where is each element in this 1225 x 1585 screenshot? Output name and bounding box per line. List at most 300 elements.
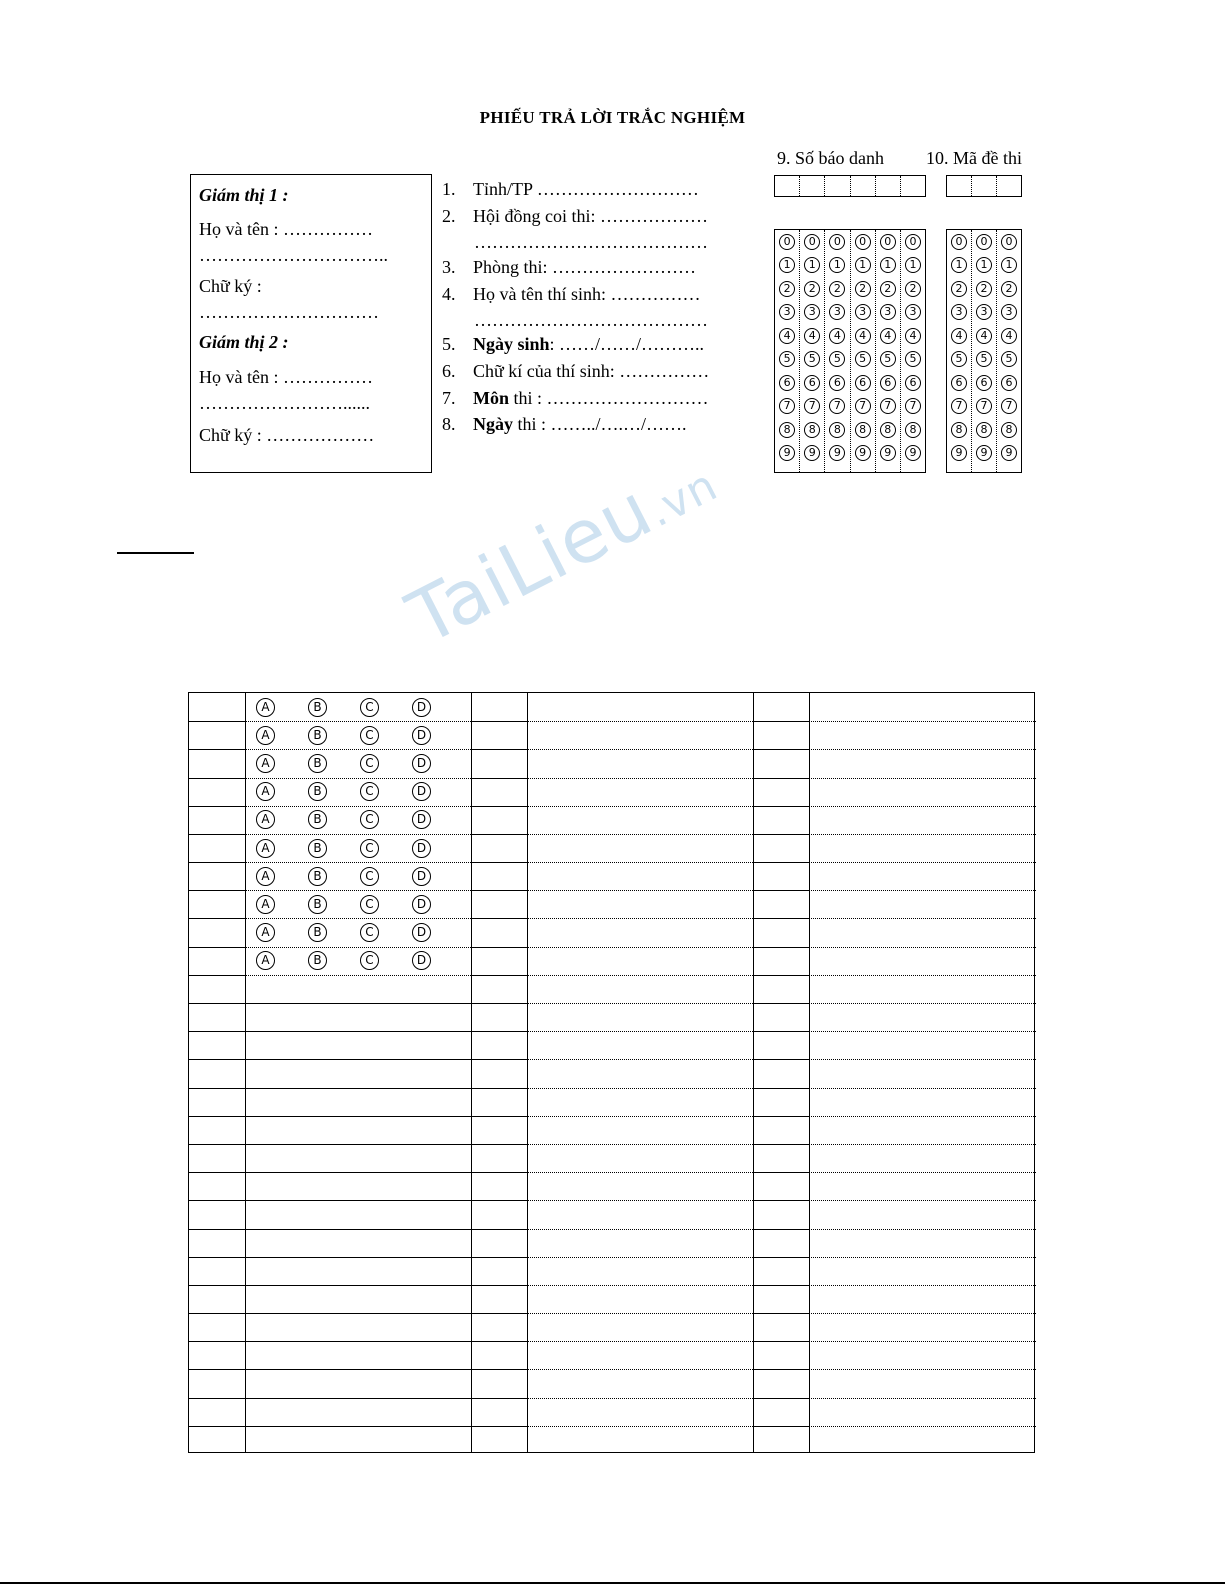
answer-bubble-d[interactable]: D [412, 923, 431, 942]
table-row-line [245, 1341, 471, 1342]
info-num: 8. [442, 414, 456, 434]
supervisor-2-sign: Chữ ký : ……………… [199, 425, 375, 445]
table-row-line [471, 1285, 527, 1286]
answer-bubble-c[interactable]: C [360, 951, 379, 970]
digit-column [825, 230, 850, 472]
table-row-line [527, 1257, 753, 1258]
supervisor-1-sign: Chữ ký : [199, 276, 262, 296]
table-row-line [809, 1285, 1036, 1286]
answer-bubble-b[interactable]: B [308, 698, 327, 717]
table-row-line [245, 1313, 471, 1314]
digit-cell [800, 442, 824, 466]
digit-bubble[interactable]: 4 [951, 328, 967, 344]
digit-bubble[interactable]: 7 [779, 398, 795, 414]
digit-cell [997, 442, 1021, 466]
digit-bubble[interactable]: 1 [804, 257, 820, 273]
digit-cell [947, 371, 971, 395]
digit-bubble[interactable]: 0 [1001, 234, 1017, 250]
digit-cell [876, 442, 900, 466]
digit-cell [851, 348, 875, 372]
digit-bubble[interactable]: 5 [976, 351, 992, 367]
digit-bubble[interactable]: 6 [1001, 375, 1017, 391]
answer-bubble-a[interactable]: A [256, 698, 275, 717]
entry-cell[interactable] [851, 176, 876, 196]
digit-bubble[interactable]: 4 [905, 328, 921, 344]
digit-cell [972, 371, 996, 395]
table-row-line [809, 890, 1036, 891]
table-row-line [527, 975, 753, 976]
digit-bubble[interactable]: 2 [880, 281, 896, 297]
table-row-line [245, 721, 471, 722]
digit-bubble[interactable]: 6 [905, 375, 921, 391]
table-row-line [809, 1341, 1036, 1342]
digit-bubble[interactable]: 3 [855, 304, 871, 320]
digit-cell [851, 442, 875, 466]
table-row-line [245, 778, 471, 779]
table-row-line [753, 947, 809, 948]
answer-bubble-b[interactable]: B [308, 782, 327, 801]
answer-bubble-d[interactable]: D [412, 867, 431, 886]
digit-bubble[interactable]: 3 [804, 304, 820, 320]
digit-bubble[interactable]: 3 [951, 304, 967, 320]
digit-bubble[interactable]: 4 [976, 328, 992, 344]
digit-bubble[interactable]: 2 [855, 281, 871, 297]
digit-cell [851, 301, 875, 325]
answer-bubble-c[interactable]: C [360, 698, 379, 717]
entry-cell[interactable] [901, 176, 925, 196]
entry-cell[interactable] [947, 176, 972, 196]
entry-cell[interactable] [800, 176, 825, 196]
digit-bubble[interactable]: 7 [951, 398, 967, 414]
info-num: 3. [442, 257, 456, 277]
entry-cell[interactable] [997, 176, 1021, 196]
digit-bubble[interactable]: 4 [855, 328, 871, 344]
answer-bubble-a[interactable]: A [256, 726, 275, 745]
answer-bubble-c[interactable]: C [360, 782, 379, 801]
answer-bubble-d[interactable]: D [412, 839, 431, 858]
digit-cell [876, 371, 900, 395]
table-row-line [189, 721, 245, 722]
supervisor-1-heading: Giám thị 1 : [199, 185, 289, 205]
info-text: : ……/……/……….. [549, 334, 705, 354]
digit-cell [876, 230, 900, 254]
answer-bubble-a[interactable]: A [256, 754, 275, 773]
answer-bubble-d[interactable]: D [412, 895, 431, 914]
info-room [442, 257, 696, 278]
table-row-line [753, 862, 809, 863]
digit-bubble[interactable]: 1 [1001, 257, 1017, 273]
digit-bubble[interactable]: 7 [855, 398, 871, 414]
info-candidate-name-cont: ………………………………… [474, 310, 708, 330]
digit-bubble[interactable]: 5 [779, 351, 795, 367]
digit-cell [800, 395, 824, 419]
table-row-line [527, 1369, 753, 1370]
table-row-line [527, 1398, 753, 1399]
table-row-line [753, 1088, 809, 1089]
info-text: Chữ kí của thí sinh: …………… [473, 361, 710, 381]
table-row-line [471, 1200, 527, 1201]
table-row-line [527, 1059, 753, 1060]
digit-column [947, 230, 972, 472]
digit-bubble[interactable]: 7 [829, 398, 845, 414]
table-row-line [527, 862, 753, 863]
digit-cell [876, 395, 900, 419]
digit-cell [997, 324, 1021, 348]
sbd-entry-boxes[interactable] [774, 175, 926, 197]
table-row-line [471, 834, 527, 835]
digit-bubble[interactable]: 9 [829, 445, 845, 461]
entry-cell[interactable] [825, 176, 850, 196]
digit-bubble[interactable]: 6 [804, 375, 820, 391]
digit-cell [825, 277, 849, 301]
digit-bubble[interactable]: 3 [880, 304, 896, 320]
digit-cell [947, 230, 971, 254]
answer-bubble-d[interactable]: D [412, 951, 431, 970]
table-row-line [189, 806, 245, 807]
digit-cell [997, 371, 1021, 395]
table-row-line [245, 862, 471, 863]
digit-bubble[interactable]: 8 [804, 422, 820, 438]
digit-cell [876, 324, 900, 348]
digit-cell [775, 277, 799, 301]
answer-bubble-a[interactable]: A [256, 895, 275, 914]
answer-bubble-c[interactable]: C [360, 726, 379, 745]
digit-bubble[interactable]: 3 [829, 304, 845, 320]
digit-bubble[interactable]: 1 [855, 257, 871, 273]
info-candidate-sign [442, 361, 709, 382]
table-row-line [527, 1313, 753, 1314]
digit-cell [775, 230, 799, 254]
digit-bubble[interactable]: 7 [976, 398, 992, 414]
digit-bubble[interactable]: 3 [976, 304, 992, 320]
digit-cell [997, 418, 1021, 442]
digit-bubble[interactable]: 2 [1001, 281, 1017, 297]
digit-cell [775, 418, 799, 442]
info-num: 6. [442, 361, 456, 381]
digit-bubble[interactable]: 0 [880, 234, 896, 250]
answer-bubble-a[interactable]: A [256, 810, 275, 829]
table-row-line [189, 1172, 245, 1173]
answer-bubble-b[interactable]: B [308, 754, 327, 773]
table-row-line [753, 1257, 809, 1258]
table-row-line [245, 1285, 471, 1286]
table-row-line [471, 1003, 527, 1004]
digit-cell [972, 442, 996, 466]
supervisor-2-name: Họ và tên : …………… [199, 367, 373, 387]
digit-bubble[interactable]: 6 [829, 375, 845, 391]
digit-bubble[interactable]: 4 [1001, 328, 1017, 344]
digit-bubble[interactable]: 1 [976, 257, 992, 273]
digit-bubble[interactable]: 3 [905, 304, 921, 320]
table-row-line [527, 749, 753, 750]
digit-bubble[interactable]: 9 [880, 445, 896, 461]
sbd-bubble-grid[interactable] [774, 229, 926, 473]
table-row-line [527, 834, 753, 835]
digit-bubble[interactable]: 5 [855, 351, 871, 367]
answer-bubble-a[interactable]: A [256, 951, 275, 970]
table-row-line [753, 975, 809, 976]
digit-bubble[interactable]: 0 [951, 234, 967, 250]
table-row-line [245, 1088, 471, 1089]
table-row-line [189, 1088, 245, 1089]
digit-column [876, 230, 901, 472]
digit-bubble[interactable]: 7 [905, 398, 921, 414]
digit-cell [947, 442, 971, 466]
table-row-line [471, 1341, 527, 1342]
table-row-line [189, 1116, 245, 1117]
digit-cell [825, 418, 849, 442]
digit-bubble[interactable]: 4 [829, 328, 845, 344]
digit-bubble[interactable]: 5 [951, 351, 967, 367]
digit-bubble[interactable]: 8 [951, 422, 967, 438]
answer-bubble-b[interactable]: B [308, 867, 327, 886]
digit-cell [851, 371, 875, 395]
answer-bubble-b[interactable]: B [308, 810, 327, 829]
digit-cell [972, 301, 996, 325]
digit-cell [825, 371, 849, 395]
digit-bubble[interactable]: 2 [804, 281, 820, 297]
answer-bubble-c[interactable]: C [360, 839, 379, 858]
digit-cell [876, 254, 900, 278]
table-row-line [471, 1426, 527, 1427]
digit-bubble[interactable]: 0 [829, 234, 845, 250]
digit-bubble[interactable]: 9 [905, 445, 921, 461]
info-province [442, 179, 699, 200]
digit-bubble[interactable]: 2 [951, 281, 967, 297]
table-row-line [809, 834, 1036, 835]
digit-bubble[interactable]: 5 [880, 351, 896, 367]
digit-cell [851, 324, 875, 348]
table-row-line [753, 1116, 809, 1117]
digit-bubble[interactable]: 7 [1001, 398, 1017, 414]
digit-cell [800, 324, 824, 348]
table-row-line [753, 834, 809, 835]
table-row-line [809, 1426, 1036, 1427]
digit-bubble[interactable]: 9 [779, 445, 795, 461]
digit-bubble[interactable]: 6 [855, 375, 871, 391]
table-row-line [189, 947, 245, 948]
digit-bubble[interactable]: 6 [951, 375, 967, 391]
info-text: Tỉnh/TP ……………………… [473, 179, 699, 199]
table-row-line [471, 1031, 527, 1032]
answer-bubble-b[interactable]: B [308, 895, 327, 914]
table-row-line [753, 721, 809, 722]
table-row-line [471, 918, 527, 919]
digit-cell [901, 442, 925, 466]
digit-bubble[interactable]: 0 [905, 234, 921, 250]
info-num: 1. [442, 179, 456, 199]
made-entry-boxes[interactable] [946, 175, 1022, 197]
answer-bubble-c[interactable]: C [360, 895, 379, 914]
table-row-line [527, 721, 753, 722]
digit-column [851, 230, 876, 472]
digit-bubble[interactable]: 6 [880, 375, 896, 391]
table-row-line [753, 918, 809, 919]
digit-bubble[interactable]: 4 [804, 328, 820, 344]
table-row-line [189, 890, 245, 891]
digit-bubble[interactable]: 2 [779, 281, 795, 297]
digit-cell [972, 254, 996, 278]
digit-bubble[interactable]: 8 [1001, 422, 1017, 438]
digit-bubble[interactable]: 0 [804, 234, 820, 250]
digit-bubble[interactable]: 8 [829, 422, 845, 438]
info-label: Ngày sinh [473, 334, 550, 354]
digit-bubble[interactable]: 4 [779, 328, 795, 344]
digit-bubble[interactable]: 9 [976, 445, 992, 461]
answer-bubble-c[interactable]: C [360, 810, 379, 829]
info-subject [442, 388, 709, 409]
table-row-line [245, 1257, 471, 1258]
answer-bubble-a[interactable]: A [256, 839, 275, 858]
digit-bubble[interactable]: 6 [779, 375, 795, 391]
table-row-line [753, 1172, 809, 1173]
table-row-line [809, 1059, 1036, 1060]
table-row-line [189, 1257, 245, 1258]
digit-bubble[interactable]: 8 [976, 422, 992, 438]
table-row-line [189, 1426, 245, 1427]
digit-bubble[interactable]: 8 [779, 422, 795, 438]
digit-bubble[interactable]: 5 [829, 351, 845, 367]
table-row-line [189, 778, 245, 779]
answer-bubble-d[interactable]: D [412, 726, 431, 745]
table-row-line [527, 1172, 753, 1173]
digit-bubble[interactable]: 1 [779, 257, 795, 273]
table-row-line [189, 975, 245, 976]
digit-bubble[interactable]: 9 [855, 445, 871, 461]
info-council-cont: ………………………………… [474, 232, 708, 252]
table-row-line [471, 890, 527, 891]
page-bottom-rule [0, 1582, 1225, 1584]
digit-bubble[interactable]: 8 [905, 422, 921, 438]
digit-cell [775, 442, 799, 466]
table-row-line [809, 1398, 1036, 1399]
answer-bubble-b[interactable]: B [308, 839, 327, 858]
table-row-line [471, 1313, 527, 1314]
digit-cell [997, 277, 1021, 301]
answer-bubble-d[interactable]: D [412, 698, 431, 717]
table-row-line [245, 918, 471, 919]
answer-bubble-a[interactable]: A [256, 923, 275, 942]
digit-cell [947, 254, 971, 278]
digit-bubble[interactable]: 8 [855, 422, 871, 438]
entry-cell[interactable] [876, 176, 901, 196]
watermark-logo [395, 435, 729, 662]
digit-cell [997, 230, 1021, 254]
table-row-line [527, 1144, 753, 1145]
table-row-line [809, 749, 1036, 750]
answer-bubble-a[interactable]: A [256, 867, 275, 886]
answer-bubble-d[interactable]: D [412, 782, 431, 801]
digit-bubble[interactable]: 9 [1001, 445, 1017, 461]
table-row-line [189, 1003, 245, 1004]
table-row-line [189, 1285, 245, 1286]
table-row-line [189, 749, 245, 750]
made-bubble-grid[interactable] [946, 229, 1022, 473]
info-text: Hội đồng coi thi: ……………… [473, 206, 708, 226]
digit-bubble[interactable]: 0 [779, 234, 795, 250]
info-label: Môn [473, 388, 509, 408]
answer-bubble-c[interactable]: C [360, 754, 379, 773]
table-row-line [809, 1200, 1036, 1201]
table-row-line [527, 947, 753, 948]
digit-cell [775, 254, 799, 278]
digit-bubble[interactable]: 9 [804, 445, 820, 461]
answer-bubble-d[interactable]: D [412, 810, 431, 829]
table-row-line [471, 806, 527, 807]
table-row-line [809, 862, 1036, 863]
table-row-line [189, 1229, 245, 1230]
digit-bubble[interactable]: 0 [855, 234, 871, 250]
info-text: Họ và tên thí sinh: …………… [473, 284, 701, 304]
table-row-line [809, 806, 1036, 807]
digit-bubble[interactable]: 7 [880, 398, 896, 414]
digit-bubble[interactable]: 0 [976, 234, 992, 250]
digit-bubble[interactable]: 7 [804, 398, 820, 414]
table-column-line [471, 693, 472, 1452]
table-row-line [809, 1003, 1036, 1004]
digit-bubble[interactable]: 2 [905, 281, 921, 297]
digit-bubble[interactable]: 1 [905, 257, 921, 273]
table-row-line [809, 975, 1036, 976]
table-row-line [527, 1285, 753, 1286]
digit-bubble[interactable]: 3 [1001, 304, 1017, 320]
digit-bubble[interactable]: 9 [951, 445, 967, 461]
answer-bubble-c[interactable]: C [360, 867, 379, 886]
answer-bubble-c[interactable]: C [360, 923, 379, 942]
table-row-line [809, 1369, 1036, 1370]
digit-bubble[interactable]: 1 [951, 257, 967, 273]
sbd-label: 9. Số báo danh [777, 148, 884, 168]
digit-bubble[interactable]: 5 [905, 351, 921, 367]
digit-cell [901, 348, 925, 372]
supervisor-2-heading: Giám thị 2 : [199, 332, 289, 352]
entry-cell[interactable] [775, 176, 800, 196]
digit-bubble[interactable]: 1 [829, 257, 845, 273]
digit-cell [901, 254, 925, 278]
digit-bubble[interactable]: 3 [779, 304, 795, 320]
digit-bubble[interactable]: 1 [880, 257, 896, 273]
digit-cell [901, 230, 925, 254]
digit-cell [775, 371, 799, 395]
digit-cell [947, 348, 971, 372]
digit-column [997, 230, 1021, 472]
digit-cell [800, 277, 824, 301]
digit-bubble[interactable]: 2 [976, 281, 992, 297]
answer-bubble-b[interactable]: B [308, 951, 327, 970]
info-exam-date [442, 414, 687, 435]
digit-bubble[interactable]: 5 [804, 351, 820, 367]
table-row-line [753, 1059, 809, 1060]
table-row-line [809, 1116, 1036, 1117]
digit-bubble[interactable]: 5 [1001, 351, 1017, 367]
answer-bubble-b[interactable]: B [308, 726, 327, 745]
digit-bubble[interactable]: 4 [880, 328, 896, 344]
entry-cell[interactable] [972, 176, 997, 196]
table-row-line [471, 721, 527, 722]
table-row-line [189, 1144, 245, 1145]
digit-cell [972, 418, 996, 442]
answer-bubble-a[interactable]: A [256, 782, 275, 801]
digit-cell [825, 395, 849, 419]
digit-cell [947, 277, 971, 301]
digit-cell [851, 230, 875, 254]
digit-bubble[interactable]: 6 [976, 375, 992, 391]
digit-bubble[interactable]: 2 [829, 281, 845, 297]
digit-cell [775, 324, 799, 348]
answer-bubble-d[interactable]: D [412, 754, 431, 773]
answer-bubble-b[interactable]: B [308, 923, 327, 942]
digit-bubble[interactable]: 8 [880, 422, 896, 438]
